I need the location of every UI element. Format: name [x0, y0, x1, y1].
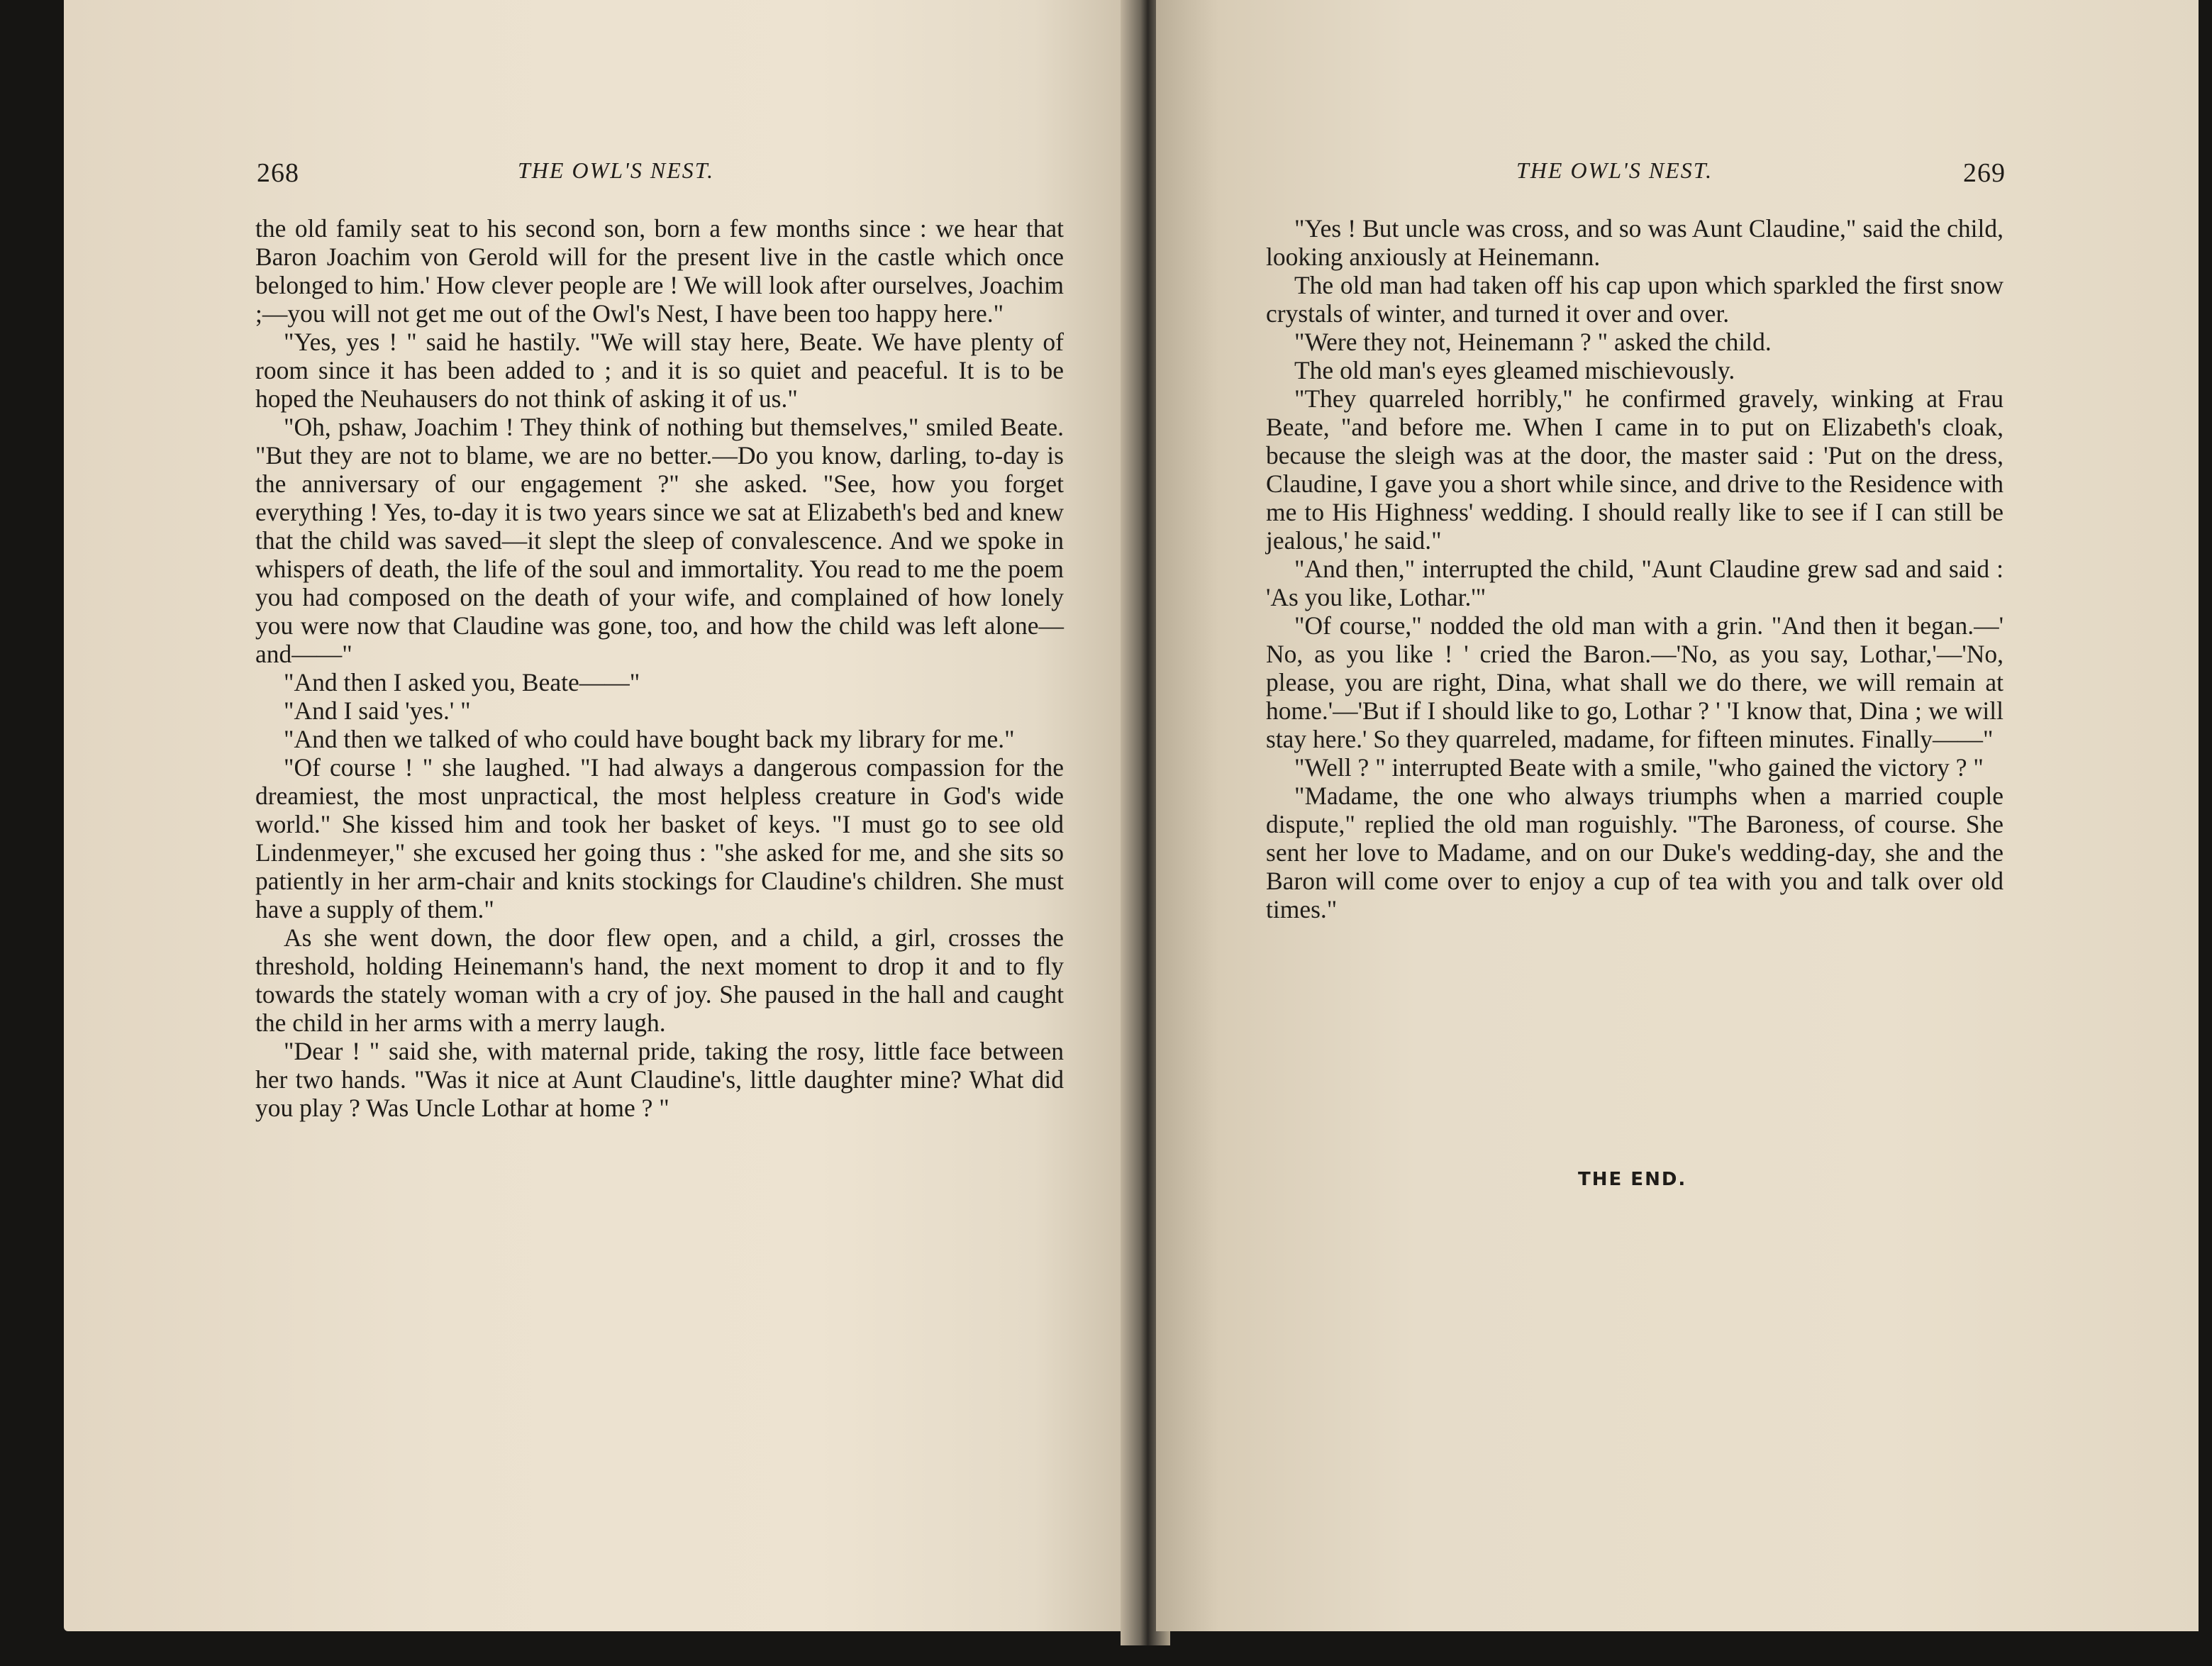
paragraph: The old man had taken off his cap upon which sparkled the first snow crystals of winter, and turned it over and over.: [1266, 271, 2003, 328]
paragraph: "They quarreled horribly," he confirmed gravely, winking at Frau Beate, "and before me. When I came in to put on Elizabeth's cloak, because the sleigh was at the door, the master said : 'Put on the dress, Claudine, I gave you a short while since, and drive to the Residence with me to His Highness' wedding. I should really like to see if I can still be jealous,' he said.": [1266, 384, 2003, 555]
left-page-text: [255, 214, 1064, 1122]
left-running-head: [257, 157, 299, 189]
paragraph: "Yes, yes ! " said he hastily. "We will stay here, Beate. We have plenty of room since it has been added to ; and it is so quiet and peaceful. It is to be hoped the Neuhausers do not think of asking it of us.": [255, 328, 1064, 413]
paragraph: The old man's eyes gleamed mischievously.: [1294, 356, 1735, 384]
paragraph: the old family seat to his second son, born a few months since : we hear that Baron Joachim von Gerold will for the present live in the castle which once belonged to him.' How clever people are ! We will look after ourselves, Joachim ;—you will not get me out of the Owl's Nest, I have been too happy here.": [255, 214, 1064, 328]
right-running-title-wrap: [1516, 157, 1713, 184]
paragraph: As she went down, the door flew open, and a child, a girl, crosses the threshold, holding Heinemann's hand, the next moment to drop it and to fly towards the stately woman with a cry of joy. She paused in the hall and caught the child in her arms with a merry laugh.: [255, 923, 1064, 1037]
paragraph: "Were they not, Heinemann ? " asked the child.: [1294, 328, 1772, 356]
paragraph: "Well ? " interrupted Beate with a smile, "who gained the victory ? ": [1294, 753, 1984, 782]
end-mark: THE END.: [1578, 1169, 1687, 1190]
right-page-number: 269: [1963, 158, 2006, 188]
right-page-text: [1266, 214, 2003, 923]
paragraph: "Dear ! " said she, with maternal pride, taking the rosy, little face between her two hands. "Was it nice at Aunt Claudine's, little daughter mine? What did you play ? Was Uncle Lothar at home ? ": [255, 1037, 1064, 1122]
paragraph: "Yes ! But uncle was cross, and so was Aunt Claudine," said the child, looking anxiously at Heinemann.: [1266, 214, 2003, 271]
paragraph: "And then," interrupted the child, "Aunt Claudine grew sad and said : 'As you like, Lothar.'": [1266, 555, 2003, 611]
right-running-title: THE OWL'S NEST.: [1516, 157, 1713, 183]
right-running-head: [1963, 157, 2006, 189]
paragraph: "Of course ! " she laughed. "I had always a dangerous compassion for the dreamiest, the most unpractical, the most helpless creature in God's wide world." She kissed him and took her basket of keys. "I must go to see old Lindenmeyer," she excused her going thus : "she asked for me, and she sits so patiently in her arm-chair and knits stockings for Claudine's children. She must have a supply of them.": [255, 753, 1064, 923]
left-running-title: THE OWL'S NEST.: [518, 157, 715, 183]
left-running-title-wrap: [518, 157, 714, 184]
paragraph: "And I said 'yes.' ": [284, 696, 471, 725]
paragraph: "And then I asked you, Beate——": [284, 668, 640, 696]
left-page-number: 268: [257, 158, 299, 188]
paragraph: "Madame, the one who always triumphs when a married couple dispute," replied the old man roguishly. "The Baroness, of course. She sent her love to Madame, and on our Duke's wedding-day, she and the Baron will come over to enjoy a cup of tea with you and talk over old times.": [1266, 782, 2003, 923]
paragraph: "Oh, pshaw, Joachim ! They think of nothing but themselves," smiled Beate. "But they are not to blame, we are no better.—Do you know, darling, to-day is the anniversary of our engagement ?" she asked. "See, how you forget everything ! Yes, to-day it is two years since we sat at Elizabeth's bed and knew that the child was saved—it slept the sleep of convalescence. And we spoke in whispers of death, the life of the soul and immortality. You read to me the poem you had composed on the death of your wife, and complained of how lonely you were now that Claudine was gone, too, and how the child was left alone—and——": [255, 413, 1064, 668]
paragraph: "Of course," nodded the old man with a grin. "And then it began.—' No, as you like ! ' cried the Baron.—'No, as you say, Lothar,'—'No, please, you are right, Dina, what shall we do there, we will remain at home.'—'But if I should like to go, Lothar ? ' 'I know that, Dina ; we will stay here.' So they quarreled, madame, for fifteen minutes. Finally——": [1266, 611, 2003, 753]
paragraph: "And then we talked of who could have bought back my library for me.": [284, 725, 1015, 753]
right-page: [1156, 0, 2199, 1631]
left-page: [64, 0, 1142, 1631]
